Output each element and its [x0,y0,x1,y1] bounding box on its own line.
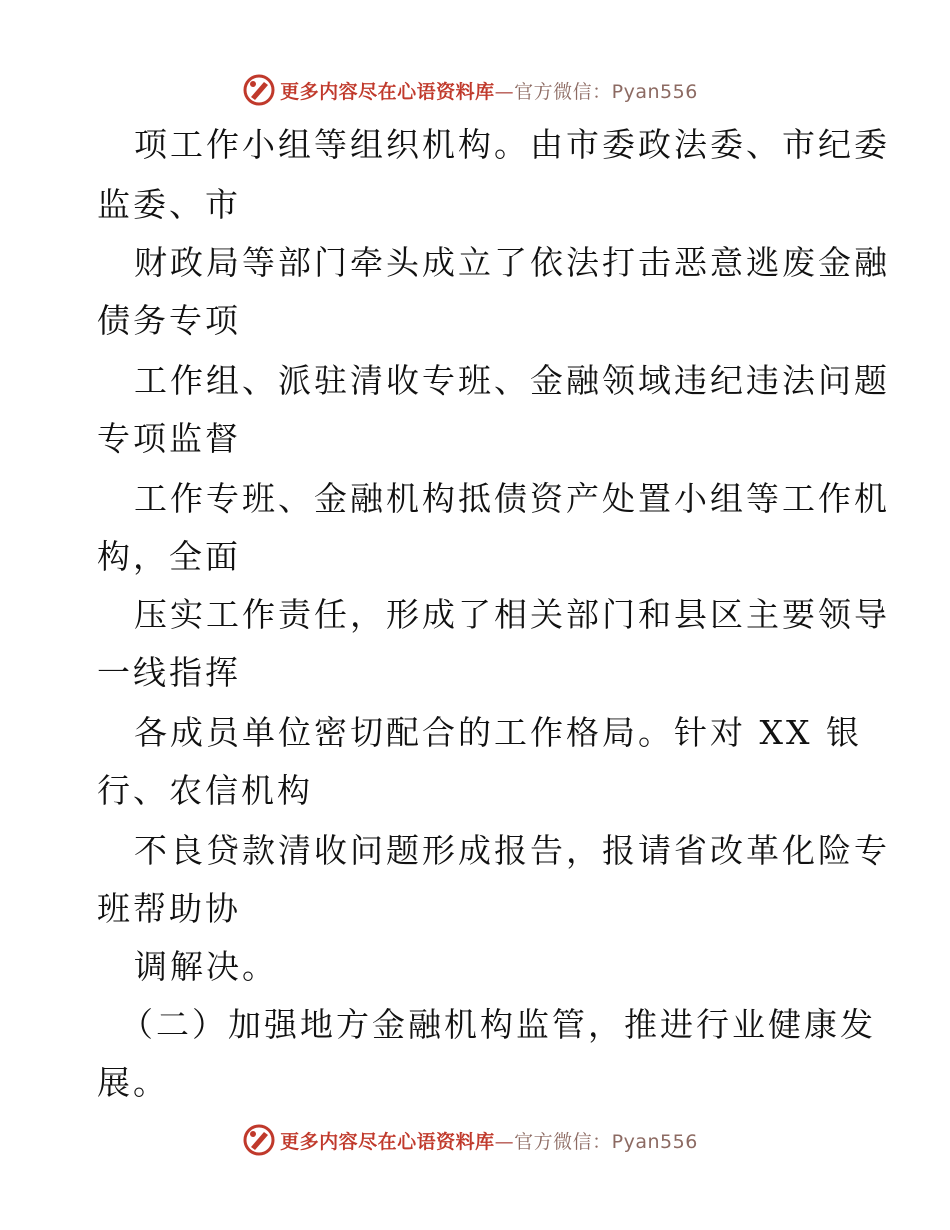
text-line: 调解决。 [134,947,278,986]
text-line: 财政局等部门牵头成立了依法打击恶意逃废金融 [134,243,890,282]
text-line: 各成员单位密切配合的工作格局。针对 XX 银 [134,713,862,752]
footer-promo-dash: — [494,1130,515,1153]
text-line: 债务专项 [97,301,241,340]
footer-banner-content [242,1123,698,1157]
text-line: 专项监督 [97,419,241,458]
text-line: 行、农信机构 [97,771,313,810]
footer-promo-wechat: 官方微信：Pyan556 [514,1130,698,1153]
text-line: 工作组、派驻清收专班、金融领域违纪违法问题 [134,361,890,400]
footer-banner [0,1120,950,1160]
header-promo-wechat: 官方微信：Pyan556 [514,80,698,103]
logo-icon [242,1123,276,1157]
footer-promo-title: 更多内容尽在心语资料库 [280,1130,495,1153]
text-line: 压实工作责任，形成了相关部门和县区主要领导 [134,595,890,634]
logo-icon [242,73,276,107]
section-heading: （二）加强地方金融机构监管，推进行业健康发 [120,1005,876,1044]
text-line: 构，全面 [97,537,241,576]
text-line: 监委、市 [97,185,241,224]
text-line: 项工作小组等组织机构。由市委政法委、市纪委 [134,125,890,164]
header-promo-title: 更多内容尽在心语资料库 [280,80,495,103]
header-banner [0,70,950,110]
text-line: 班帮助协 [97,889,241,928]
text-line: 展。 [97,1063,169,1102]
text-line: 不良贷款清收问题形成报告，报请省改革化险专 [134,831,890,870]
text-line: 一线指挥 [97,653,241,692]
text-line: 工作专班、金融机构抵债资产处置小组等工作机 [134,479,890,518]
header-promo-dash: — [494,80,515,103]
header-banner-content [242,73,698,107]
